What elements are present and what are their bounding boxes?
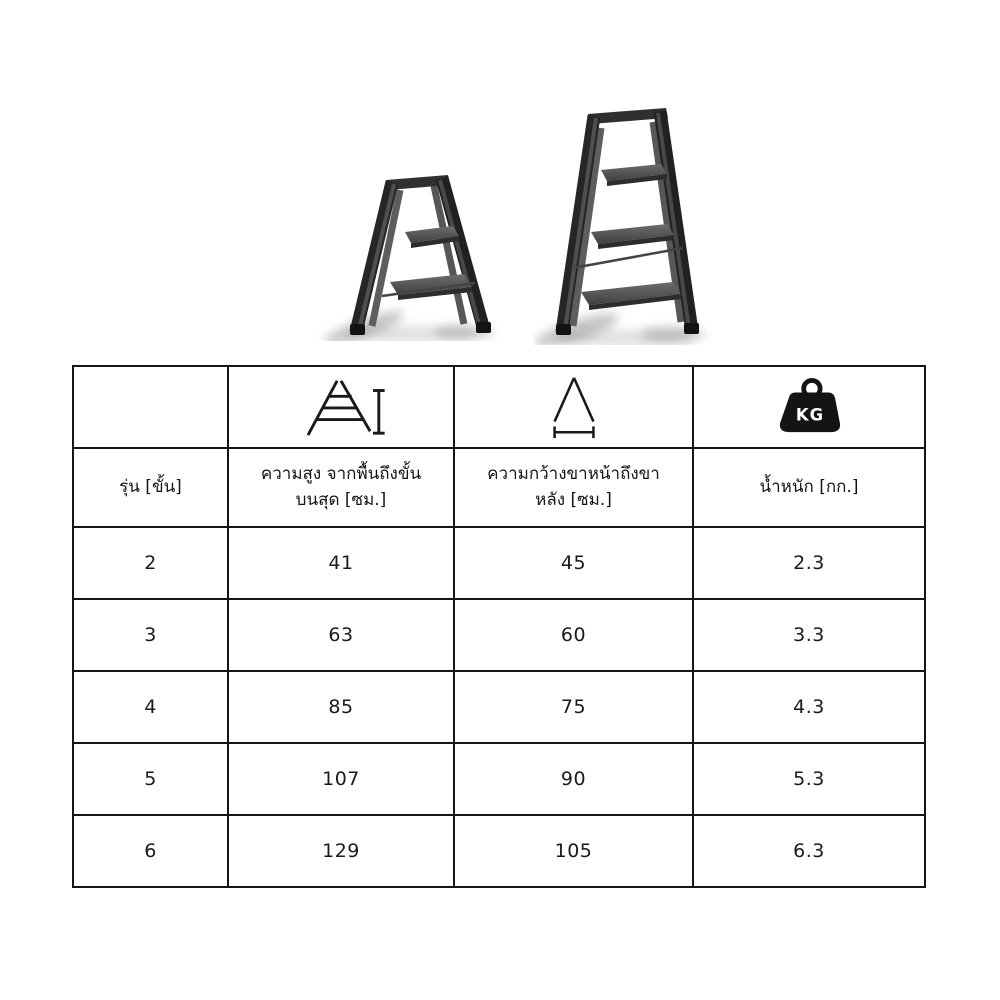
cell-width: 75 (454, 671, 693, 743)
header-line: ความสูง จากพื้นถึงขั้น (260, 464, 422, 484)
header-line: บนสุด [ซม.] (295, 489, 387, 510)
cell-model: 5 (73, 743, 228, 815)
header-line: ความกว้างขาหน้าถึงขา (487, 464, 660, 484)
table-row (73, 815, 925, 887)
cell-height: 85 (228, 671, 454, 743)
table-row (73, 671, 925, 743)
cell-weight: 6.3 (693, 815, 925, 887)
header-line: รุ่น [ขั้น] (119, 476, 182, 497)
cell-width: 90 (454, 743, 693, 815)
table-row (73, 527, 925, 599)
leg-width-icon (546, 373, 602, 441)
column-header-height (228, 448, 454, 527)
column-header-width (454, 448, 693, 527)
table-row-header (73, 448, 925, 527)
column-header-model (73, 448, 228, 527)
cell-height: 63 (228, 599, 454, 671)
cell-height: 41 (228, 527, 454, 599)
spec-table (72, 365, 926, 888)
cell-weight: 3.3 (693, 599, 925, 671)
table-row (73, 743, 925, 815)
product-photo-3-step-ladder (533, 100, 713, 345)
table-row (73, 599, 925, 671)
kg-weight-icon (772, 378, 846, 436)
cell-width: 105 (454, 815, 693, 887)
ladder-height-icon (295, 375, 387, 439)
cell-weight: 2.3 (693, 527, 925, 599)
ladder-shadow (321, 305, 494, 341)
column-header-weight (693, 448, 925, 527)
cell-model: 3 (73, 599, 228, 671)
cell-width: 45 (454, 527, 693, 599)
kg-icon-label: KG (795, 405, 825, 425)
cell-weight: 5.3 (693, 743, 925, 815)
cell-height: 129 (228, 815, 454, 887)
table-row-icons (73, 366, 925, 448)
cell-model: 6 (73, 815, 228, 887)
header-line: หลัง [ซม.] (535, 489, 612, 510)
header-line: น้ำหนัก [กก.] (759, 476, 859, 497)
cell-weight: 4.3 (693, 671, 925, 743)
empty-cell (73, 366, 228, 448)
cell-model: 2 (73, 527, 228, 599)
cell-width: 60 (454, 599, 693, 671)
cell-model: 4 (73, 671, 228, 743)
icon-cell-weight (693, 366, 925, 448)
icon-cell-height (228, 366, 454, 448)
ladder-frame (350, 175, 491, 335)
product-photo-2-step-ladder (312, 156, 517, 341)
cell-height: 107 (228, 743, 454, 815)
icon-cell-width (454, 366, 693, 448)
